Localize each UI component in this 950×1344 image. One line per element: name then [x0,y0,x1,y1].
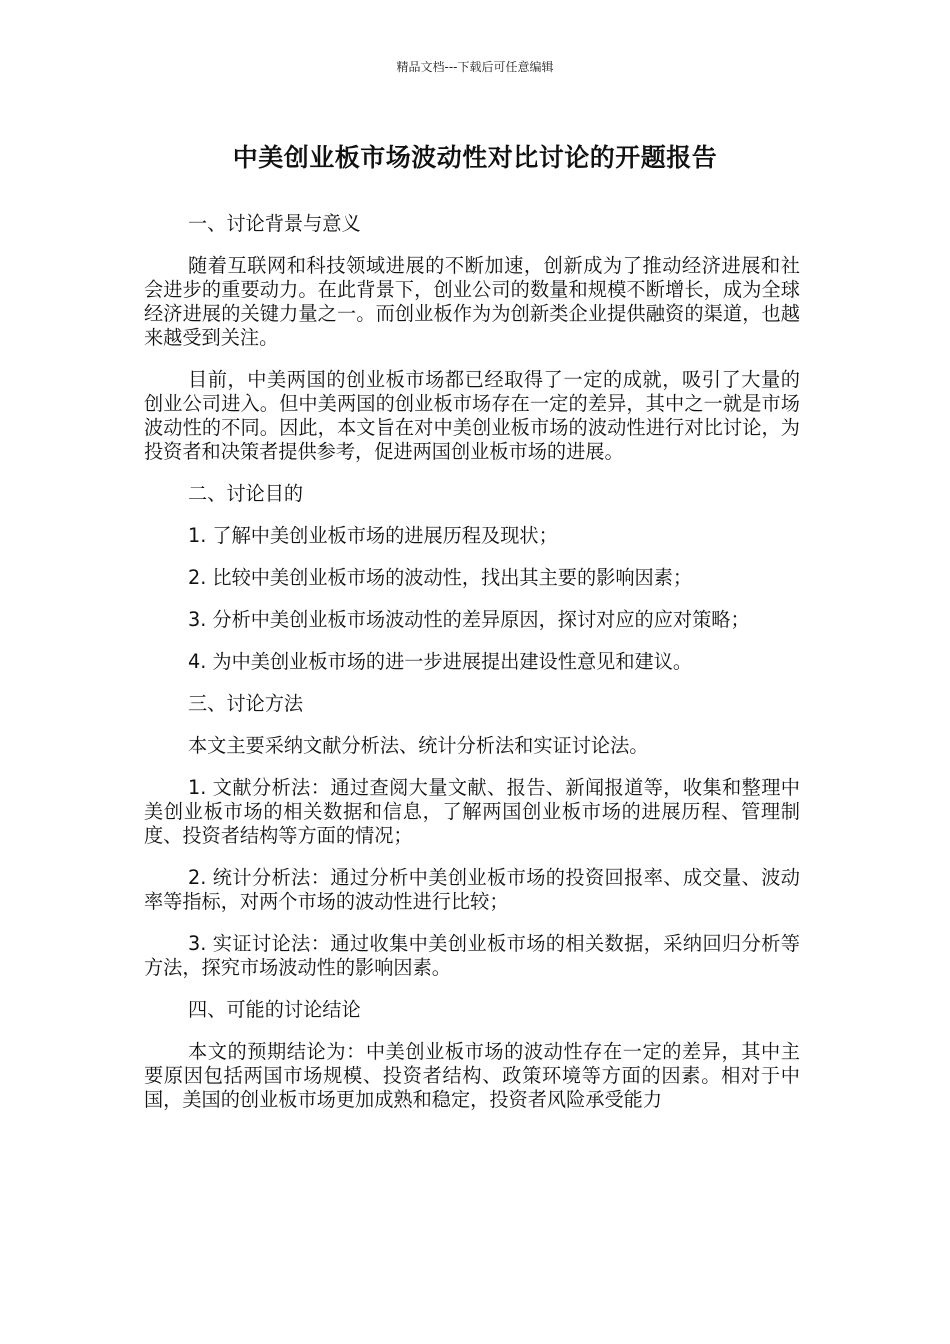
paragraph-conclusion: 本文的预期结论为：中美创业板市场的波动性存在一定的差异，其中主要原因包括两国市场规模、投资者结构、政策环境等方面的因素。相对于中国，美国的创业板市场更加成熟和稳定，投资者风险承受能力 [144,1040,800,1111]
purpose-item-3: 3. 分析中美创业板市场波动性的差异原因，探讨对应的应对策略； [188,608,750,631]
document-body [144,212,800,1130]
purpose-item-4: 4. 为中美创业板市场的进一步进展提出建设性意见和建议。 [188,650,693,673]
method-item-1: 1. 文献分析法：通过查阅大量文献、报告、新闻报道等，收集和整理中美创业板市场的相关数据和信息，了解两国创业板市场的进展历程、管理制度、投资者结构等方面的情况； [144,776,800,847]
paragraph-background-2: 目前，中美两国的创业板市场都已经取得了一定的成就，吸引了大量的创业公司进入。但中美两国的创业板市场存在一定的差异，其中之一就是市场波动性的不同。因此，本文旨在对中美创业板市场的波动性进行对比讨论，为投资者和决策者提供参考，促进两国创业板市场的进展。 [144,368,800,463]
method-item-3: 3. 实证讨论法：通过收集中美创业板市场的相关数据，采纳回归分析等方法，探究市场波动性的影响因素。 [144,932,800,979]
method-item-2: 2. 统计分析法：通过分析中美创业板市场的投资回报率、成交量、波动率等指标，对两个市场的波动性进行比较； [144,866,800,913]
section-heading-purpose: 二、讨论目的 [188,482,304,505]
page-header: 精品文档---下载后可任意编辑 [396,60,554,74]
purpose-item-2: 2. 比较中美创业板市场的波动性，找出其主要的影响因素； [188,566,693,589]
section-heading-methods: 三、讨论方法 [188,692,304,715]
paragraph-background-1: 随着互联网和科技领域进展的不断加速，创新成为了推动经济进展和社会进步的重要动力。在此背景下，创业公司的数量和规模不断增长，成为全球经济进展的关键力量之一。而创业板作为为创新类企业提供融资的渠道，也越来越受到关注。 [144,254,800,349]
paragraph-methods-intro: 本文主要采纳文献分析法、统计分析法和实证讨论法。 [188,734,649,757]
section-heading-conclusion: 四、可能的讨论结论 [188,998,361,1021]
document-title: 中美创业板市场波动性对比讨论的开题报告 [232,143,718,172]
section-heading-background: 一、讨论背景与意义 [188,212,361,235]
purpose-item-1: 1. 了解中美创业板市场的进展历程及现状； [188,524,558,547]
